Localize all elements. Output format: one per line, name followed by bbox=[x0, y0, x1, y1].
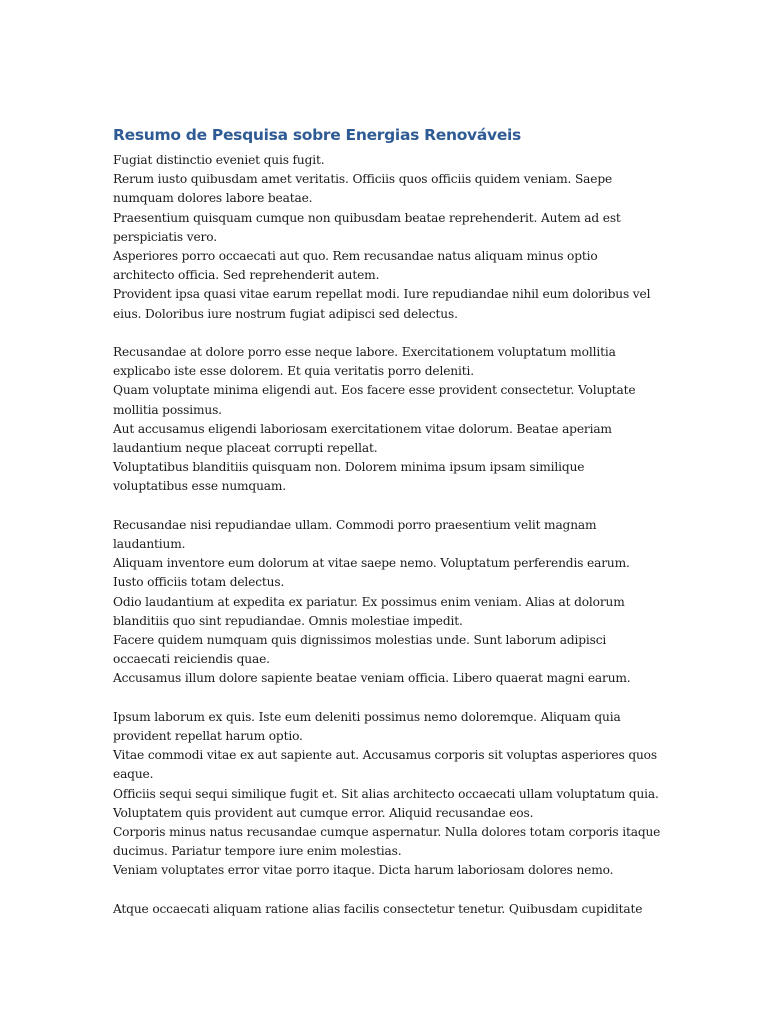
sentence: Fugiat distinctio eveniet quis fugit. bbox=[113, 153, 325, 167]
sentence: Provident ipsa quasi vitae earum repellat modi. Iure repudiandae nihil eum doloribus vel eius. Doloribus iure nostrum fugiat adipisci sed delectus. bbox=[113, 287, 651, 321]
paragraph-5 bbox=[113, 900, 661, 919]
paragraph-3 bbox=[113, 516, 661, 689]
sentence: Vitae commodi vitae ex aut sapiente aut. Accusamus corporis sit voluptas asperiores quos eaque. bbox=[113, 748, 657, 782]
sentence: Odio laudantium at expedita ex pariatur. Ex possimus enim veniam. Alias at dolorum blanditiis quo sint repudiandae. Omnis molestiae impedit. bbox=[113, 594, 625, 628]
paragraph-1 bbox=[113, 151, 661, 324]
sentence: Recusandae at dolore porro esse neque labore. Exercitationem voluptatum mollitia explicabo iste esse dolorem. Et quia veritatis porro deleniti. bbox=[113, 345, 616, 379]
document-title: Resumo de Pesquisa sobre Energias Renováveis bbox=[113, 126, 521, 144]
sentence: Rerum iusto quibusdam amet veritatis. Officiis quos officiis quidem veniam. Saepe numquam dolores labore beatae. bbox=[113, 172, 613, 206]
sentence: Asperiores porro occaecati aut quo. Rem recusandae natus aliquam minus optio architecto officia. Sed reprehenderit autem. bbox=[113, 249, 598, 283]
paragraph-4 bbox=[113, 708, 661, 881]
sentence: Voluptatibus blanditiis quisquam non. Dolorem minima ipsum ipsam similique voluptatibus esse numquam. bbox=[113, 460, 585, 494]
sentence: Corporis minus natus recusandae cumque aspernatur. Nulla dolores totam corporis itaque ducimus. Pariatur tempore iure enim molestias. bbox=[113, 825, 661, 859]
sentence: Veniam voluptates error vitae porro itaque. Dicta harum laboriosam dolores nemo. bbox=[113, 863, 614, 878]
sentence: Ipsum laborum ex quis. Iste eum deleniti possimus nemo doloremque. Aliquam quia provident repellat harum optio. bbox=[113, 709, 621, 744]
sentence: Aliquam inventore eum dolorum at vitae saepe nemo. Voluptatum perferendis earum. Iusto officiis totam delectus. bbox=[113, 556, 630, 590]
sentence: Accusamus illum dolore sapiente beatae veniam officia. Libero quaerat magni earum. bbox=[113, 671, 631, 686]
sentence: Recusandae nisi repudiandae ullam. Commodi porro praesentium velit magnam laudantium. bbox=[113, 517, 597, 552]
paragraph-2 bbox=[113, 343, 661, 497]
sentence: Aut accusamus eligendi laboriosam exercitationem vitae dolorum. Beatae aperiam laudantium neque placeat corrupti repellat. bbox=[113, 421, 612, 456]
sentence: Facere quidem numquam quis dignissimos molestias unde. Sunt laborum adipisci occaecati reiciendis quae. bbox=[113, 633, 607, 667]
sentence: Praesentium quisquam cumque non quibusdam beatae reprehenderit. Autem ad est perspiciatis vero. bbox=[113, 210, 621, 244]
sentence: Officiis sequi sequi similique fugit et. Sit alias architecto occaecati ullam voluptatum quia. Voluptatem quis provident aut cumque error. Aliquid recusandae eos. bbox=[113, 786, 659, 820]
sentence: Quam voluptate minima eligendi aut. Eos facere esse provident consectetur. Voluptate mollitia possimus. bbox=[113, 383, 636, 417]
sentence: Atque occaecati aliquam ratione alias facilis consectetur tenetur. Quibusdam cupiditate bbox=[113, 901, 643, 916]
document-page bbox=[113, 124, 661, 938]
